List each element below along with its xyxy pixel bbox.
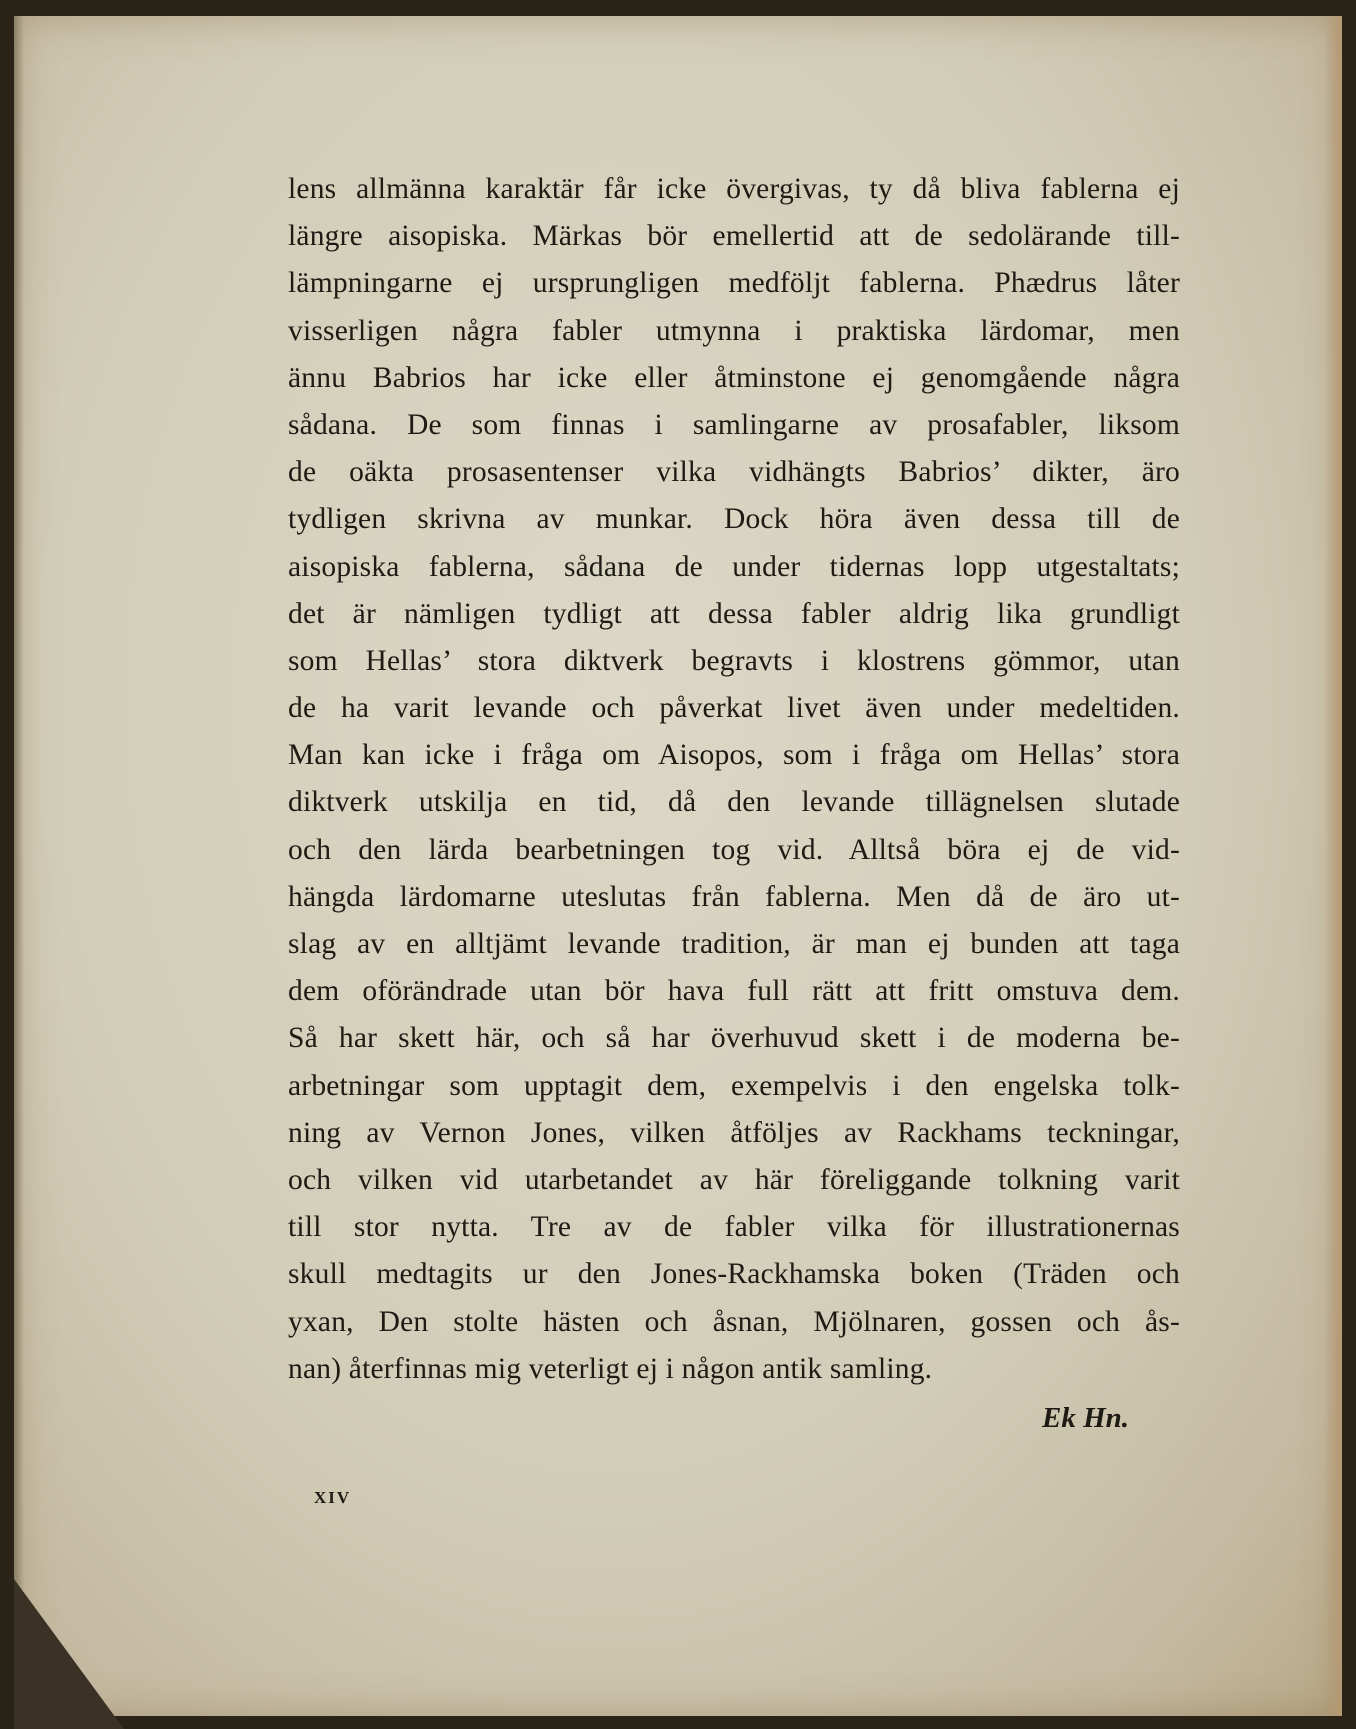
- folded-corner: [14, 1579, 124, 1729]
- text-line: som Hellas’ stora diktverk begravts i klostrens gömmor, utan: [288, 644, 1180, 677]
- text-line: skull medtagits ur den Jones-Rackhamska boken (Träden och: [288, 1258, 1180, 1291]
- text-line: det är nämligen tydligt att dessa fabler aldrig lika grundligt: [288, 597, 1180, 630]
- text-line: hängda lärdomarne uteslutas från fablerna. Men då de äro ut-: [288, 880, 1180, 913]
- text-line: Så har skett här, och så har överhuvud skett i de moderna be-: [288, 1022, 1180, 1055]
- text-line: ännu Babrios har icke eller åtminstone ej genomgående några: [288, 361, 1180, 394]
- text-line: sådana. De som finnas i samlingarne av prosafabler, liksom: [288, 408, 1180, 441]
- page-number: XIV: [314, 1488, 352, 1507]
- text-line: de ha varit levande och påverkat livet även under medeltiden.: [288, 692, 1180, 725]
- text-line: till stor nytta. Tre av de fabler vilka för illustrationernas: [288, 1211, 1180, 1244]
- text-line: lämpningarne ej ursprungligen medföljt fablerna. Phædrus låter: [288, 267, 1180, 300]
- text-line: lens allmänna karaktär får icke övergivas, ty då bliva fablerna ej: [288, 173, 1180, 205]
- text-line: längre aisopiska. Märkas bör emellertid att de sedolärande till-: [288, 220, 1180, 253]
- text-line: slag av en alltjämt levande tradition, är man ej bunden att taga: [288, 928, 1180, 960]
- text-line: och den lärda bearbetningen tog vid. Alltså böra ej de vid-: [288, 833, 1180, 866]
- text-line: aisopiska fablerna, sådana de under tidernas lopp utgestaltats;: [288, 550, 1180, 583]
- book-page: [14, 16, 1342, 1716]
- text-line: diktverk utskilja en tid, då den levande tillägnelsen slutade: [288, 786, 1180, 819]
- text-line: yxan, Den stolte hästen och åsnan, Mjölnaren, gossen och ås-: [288, 1305, 1180, 1338]
- text-line: ning av Vernon Jones, vilken åtföljes av Rackhams teckningar,: [288, 1116, 1180, 1149]
- author-signature: Ek Hn.: [1042, 1402, 1130, 1434]
- text-line: och vilken vid utarbetandet av här föreliggande tolkning varit: [288, 1163, 1180, 1196]
- text-line: visserligen några fabler utmynna i praktiska lärdomar, men: [288, 314, 1180, 347]
- text-line: tydligen skrivna av munkar. Dock höra även dessa till de: [288, 503, 1180, 536]
- text-line: Man kan icke i fråga om Aisopos, som i fråga om Hellas’ stora: [288, 739, 1180, 772]
- text-line: arbetningar som upptagit dem, exempelvis i den engelska tolk-: [288, 1069, 1180, 1102]
- text-line: dem oförändrade utan bör hava full rätt att fritt omstuva dem.: [288, 975, 1180, 1008]
- page-left-edge: [14, 16, 24, 1716]
- body-text: [288, 166, 1180, 1393]
- text-line: nan) återfinnas mig veterligt ej i någon antik samling.: [288, 1352, 933, 1385]
- text-line: de oäkta prosasentenser vilka vidhängts Babrios’ dikter, äro: [288, 456, 1180, 489]
- page-right-edge: [1324, 16, 1342, 1716]
